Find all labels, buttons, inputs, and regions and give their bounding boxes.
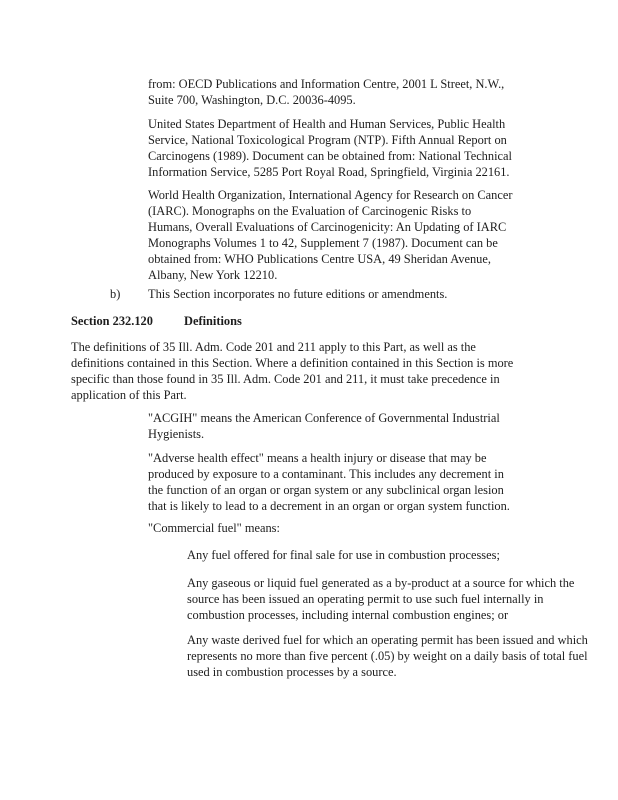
text-line: combustion processes, including internal combustion engines; or: [187, 608, 509, 622]
subsection-b-text: This Section incorporates no future editions or amendments.: [148, 287, 448, 301]
text-line: Any gaseous or liquid fuel generated as a by-product at a source for which the: [187, 576, 575, 590]
text-line: the function of an organ or organ system or any subclinical organ lesion: [148, 483, 504, 497]
text-line: Monographs Volumes 1 to 42, Supplement 7 (1987). Document can be: [148, 236, 498, 250]
section-title: Definitions: [184, 314, 242, 328]
text-line: Hygienists.: [148, 427, 205, 441]
text-line: obtained from: WHO Publications Centre USA, 49 Sheridan Avenue,: [148, 252, 491, 266]
text-line: specific than those found in 35 Ill. Adm. Code 201 and 211, it must take precedence in: [71, 372, 500, 386]
text-line: Humans, Overall Evaluations of Carcinogenicity: An Updating of IARC: [148, 220, 507, 234]
text-line: Any fuel offered for final sale for use in combustion processes;: [187, 548, 500, 562]
text-line: World Health Organization, International Agency for Research on Cancer: [148, 188, 513, 202]
commercial-fuel-item-3: [187, 632, 588, 680]
text-line: Suite 700, Washington, D.C. 20036-4095.: [148, 93, 356, 107]
text-line: Carcinogens (1989). Document can be obtained from: National Technical: [148, 149, 512, 163]
text-line: (IARC). Monographs on the Evaluation of Carcinogenic Risks to: [148, 204, 472, 218]
text-line: source has been issued an operating permit to use such fuel internally in: [187, 592, 544, 606]
text-line: used in combustion processes by a source.: [187, 665, 397, 679]
text-line: Any waste derived fuel for which an operating permit has been issued and which: [187, 633, 588, 647]
text-line: from: OECD Publications and Information Centre, 2001 L Street, N.W.,: [148, 77, 505, 91]
reference-ntp: [148, 116, 548, 180]
text-line: that is likely to lead to a decrement in an organ or organ system function.: [148, 499, 510, 513]
subsection-b-marker: b): [110, 287, 121, 301]
text-line: "Commercial fuel" means:: [148, 521, 280, 535]
reference-oecd-continued: [148, 76, 548, 108]
commercial-fuel-item-2: [187, 575, 575, 623]
intro-paragraph: [71, 339, 551, 403]
definition-acgih: [148, 410, 548, 442]
commercial-fuel-item-1: [187, 547, 567, 563]
definition-adverse-health-effect: [148, 450, 548, 514]
text-line: Information Service, 5285 Port Royal Road, Springfield, Virginia 22161.: [148, 165, 510, 179]
text-line: Albany, New York 12210.: [148, 268, 278, 282]
text-line: Service, National Toxicological Program (NTP). Fifth Annual Report on: [148, 133, 507, 147]
text-line: United States Department of Health and Human Services, Public Health: [148, 117, 506, 131]
text-line: represents no more than five percent (.05) by weight on a daily basis of total fuel: [187, 649, 588, 663]
text-line: definitions contained in this Section. Where a definition contained in this Section is more: [71, 356, 514, 370]
text-line: produced by exposure to a contaminant. This includes any decrement in: [148, 467, 504, 481]
text-line: The definitions of 35 Ill. Adm. Code 201 and 211 apply to this Part, as well as the: [71, 340, 476, 354]
text-line: application of this Part.: [71, 388, 187, 402]
text-line: "Adverse health effect" means a health injury or disease that may be: [148, 451, 487, 465]
text-line: "ACGIH" means the American Conference of Governmental Industrial: [148, 411, 500, 425]
reference-iarc: [148, 187, 548, 283]
definition-commercial-fuel: [148, 520, 548, 536]
section-number: Section 232.120: [71, 314, 153, 328]
